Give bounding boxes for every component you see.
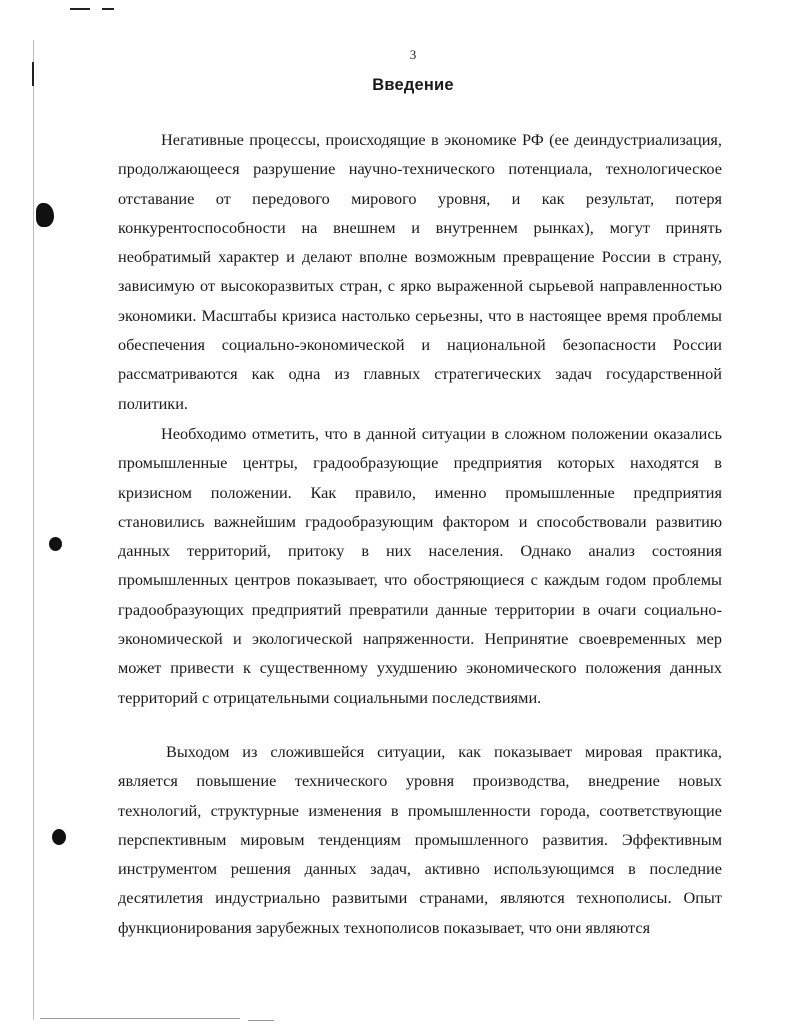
scan-edge-left [33, 40, 34, 1020]
paragraph-3: Выходом из сложившейся ситуации, как показывает мировая практика, является повышение технического уровня производства, внедрение новых технологий, структурные изменения в промышленности города, соответствующие перспективным мировым тенденциям промышленного развития. Эффективным инструментом решения данных задач, активно использующимся в последние десятилетия индустриально развитыми странами, являются технополисы. Опыт функционирования зарубежных технополисов показывает, что они являются [118, 742, 722, 937]
punch-hole-mark [36, 203, 54, 227]
section-title: Введение [372, 76, 454, 94]
page-number: 3 [409, 47, 417, 62]
scan-edge-bottom-2 [248, 1020, 274, 1021]
punch-hole-mark [52, 829, 66, 845]
scan-mark-top [70, 8, 90, 10]
scan-mark-top-2 [102, 8, 114, 10]
punch-hole-mark [49, 537, 62, 551]
scan-edge-bottom [40, 1018, 240, 1019]
paragraph-2: Необходимо отметить, что в данной ситуации в сложном положении оказались промышленные центры, градообразующие предприятия которых находятся в кризисном положении. Как правило, именно промышленные предприятия становились важнейшим градообразующим фактором и способствовали развитию данных территорий, притоку в них населения. Однако анализ состояния промышленных центров показывает, что обостряющиеся с каждым годом проблемы градообразующих предприятий превратили данные территории в очаги социально-экономической и экологической напряженности. Непринятие своевременных мер может привести к существенному ухудшению экономического положения данных территорий с отрицательными социальными последствиями. [118, 424, 722, 707]
paragraph-1: Негативные процессы, происходящие в экономике РФ (ее деиндустриализация, продолжающееся разрушение научно-технического потенциала, технологическое отставание от передового мирового уровня, и как результат, потеря конкурентоспособности на внешнем и внутреннем рынках), могут принять необратимый характер и делают вполне возможным превращение России в страну, зависимую от высокоразвитых стран, с ярко выраженной сырьевой направленностью экономики. Масштабы кризиса настолько серьезны, что в настоящее время проблемы обеспечения социально-экономической и национальной безопасности России рассматриваются как одна из главных стратегических задач государственной политики. [118, 130, 722, 413]
